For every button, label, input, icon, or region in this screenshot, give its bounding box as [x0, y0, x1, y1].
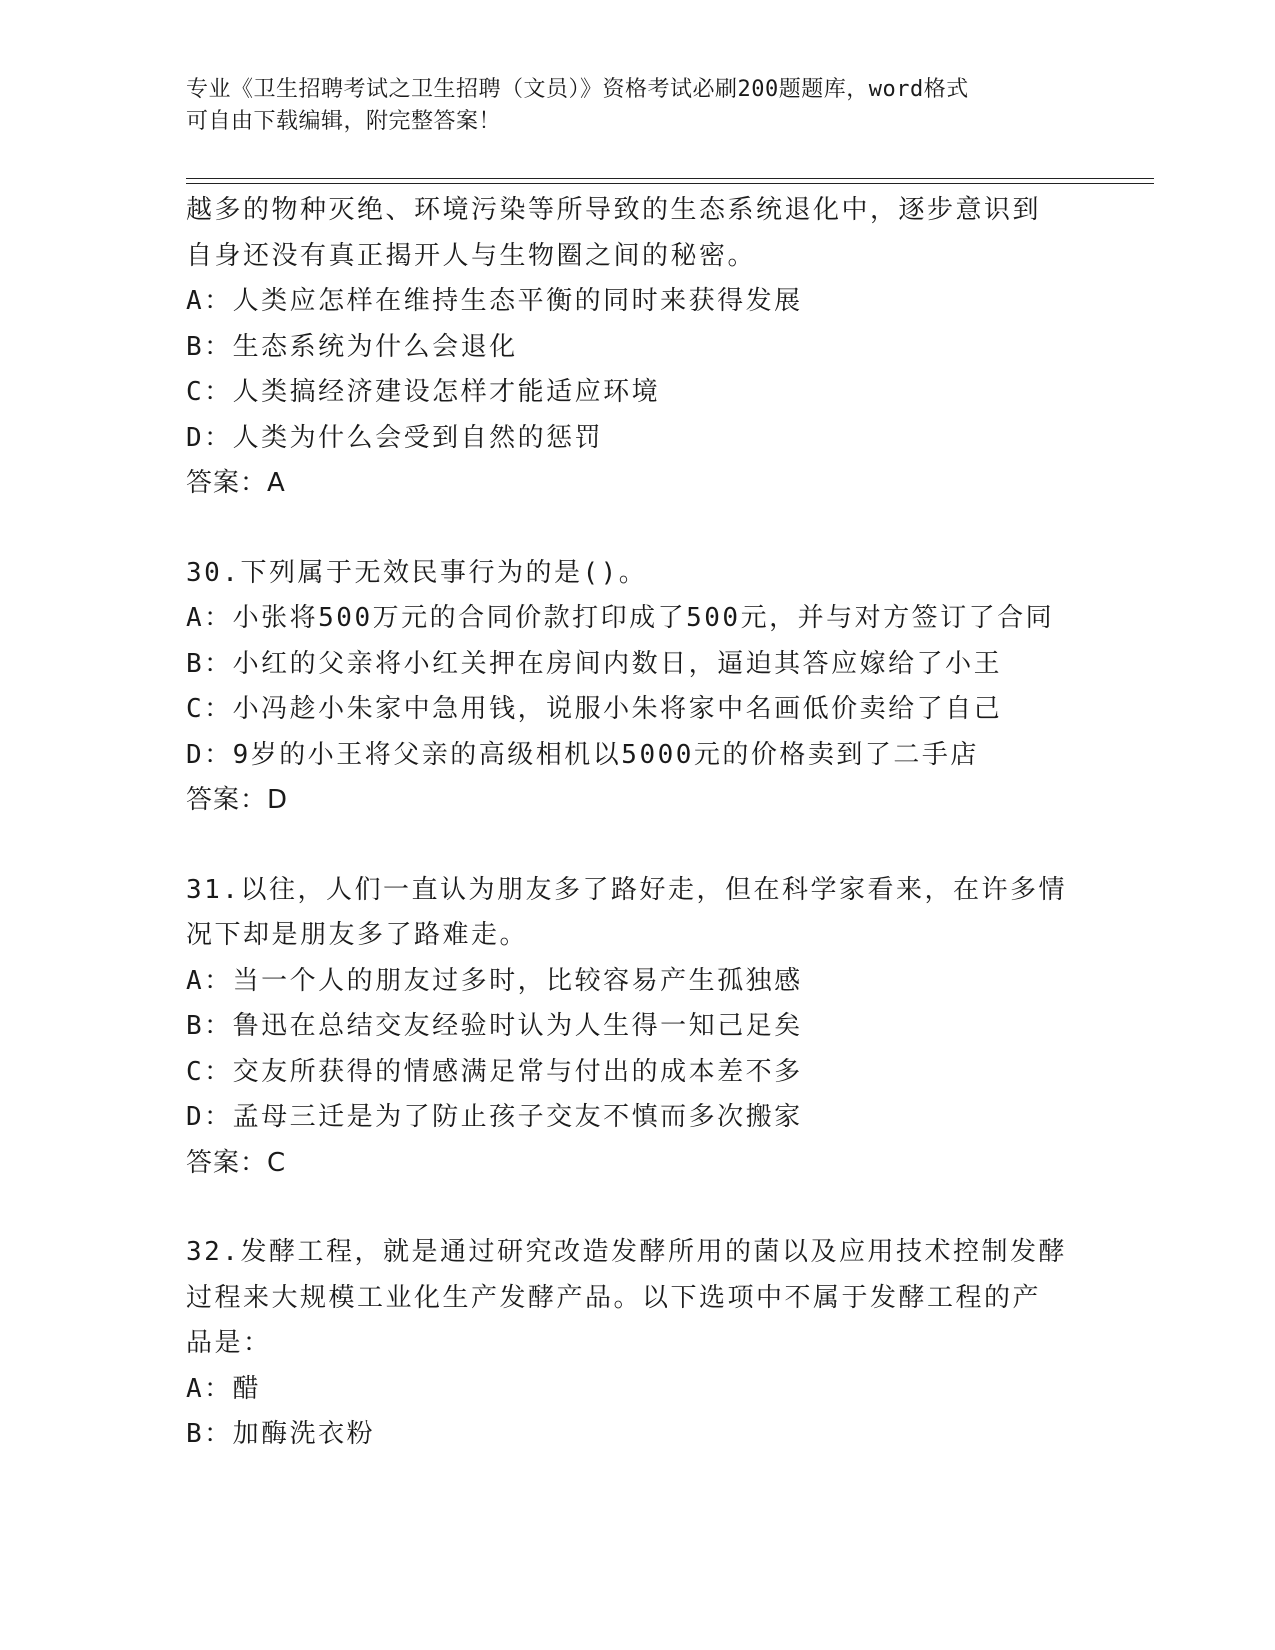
question-32: [186, 1230, 1086, 1458]
header-rule-bottom: [186, 183, 1154, 184]
question-text-line: 自身还没有真正揭开人与生物圈之间的秘密。: [186, 240, 757, 271]
header-line-1: 专业《卫生招聘考试之卫生招聘（文员）》资格考试必刷200题题库，word格式: [186, 77, 969, 102]
option-a: A：醋: [186, 1373, 262, 1404]
question-29: [186, 188, 1086, 507]
option-d: D：人类为什么会受到自然的惩罚: [186, 422, 604, 453]
question-text-line: 况下却是朋友多了路难走。: [186, 920, 529, 950]
spacer: [186, 824, 1086, 868]
document-header: [186, 74, 1086, 138]
option-b: B：加酶洗衣粉: [186, 1419, 376, 1449]
option-c: C：交友所获得的情感满足常与付出的成本差不多: [186, 1056, 803, 1087]
answer-label: 答案：C: [186, 1147, 287, 1178]
answer-label: 答案：A: [186, 468, 286, 498]
option-d: D：9岁的小王将父亲的高级相机以5000元的价格卖到了二手店: [186, 739, 979, 770]
question-text-line: 32.发酵工程，就是通过研究改造发酵所用的菌以及应用技术控制发酵: [186, 1237, 1067, 1267]
option-d: D：孟母三迁是为了防止孩子交友不慎而多次搬家: [186, 1102, 803, 1132]
answer-label: 答案：D: [186, 785, 289, 815]
question-text-line: 30.下列属于无效民事行为的是()。: [186, 557, 648, 588]
header-line-2: 可自由下载编辑，附完整答案！: [186, 109, 502, 134]
option-c: C：小冯趁小朱家中急用钱，说服小朱将家中名画低价卖给了自己: [186, 694, 1003, 724]
question-text-line: 品是：: [186, 1328, 272, 1358]
question-text-line: 越多的物种灭绝、环境污染等所导致的生态系统退化中，逐步意识到: [186, 195, 1042, 225]
question-text-line: 31.以往，人们一直认为朋友多了路好走，但在科学家看来，在许多情: [186, 874, 1067, 905]
option-a: A：人类应怎样在维持生态平衡的同时来获得发展: [186, 286, 803, 316]
option-c: C：人类搞经济建设怎样才能适应环境: [186, 377, 661, 407]
option-b: B：小红的父亲将小红关押在房间内数日，逼迫其答应嫁给了小王: [186, 648, 1003, 679]
question-text-line: 过程来大规模工业化生产发酵产品。以下选项中不属于发酵工程的产: [186, 1282, 1042, 1313]
spacer: [186, 1186, 1086, 1230]
question-list: [186, 188, 1086, 1458]
spacer: [186, 507, 1086, 551]
option-a: A：当一个人的朋友过多时，比较容易产生孤独感: [186, 965, 803, 996]
question-30: [186, 551, 1086, 824]
option-a: A：小张将500万元的合同价款打印成了500元，并与对方签订了合同: [186, 603, 1055, 633]
question-31: [186, 868, 1086, 1187]
header-rule-top: [186, 178, 1154, 179]
option-b: B：生态系统为什么会退化: [186, 331, 518, 362]
option-b: B：鲁迅在总结交友经验时认为人生得一知己足矣: [186, 1011, 803, 1041]
